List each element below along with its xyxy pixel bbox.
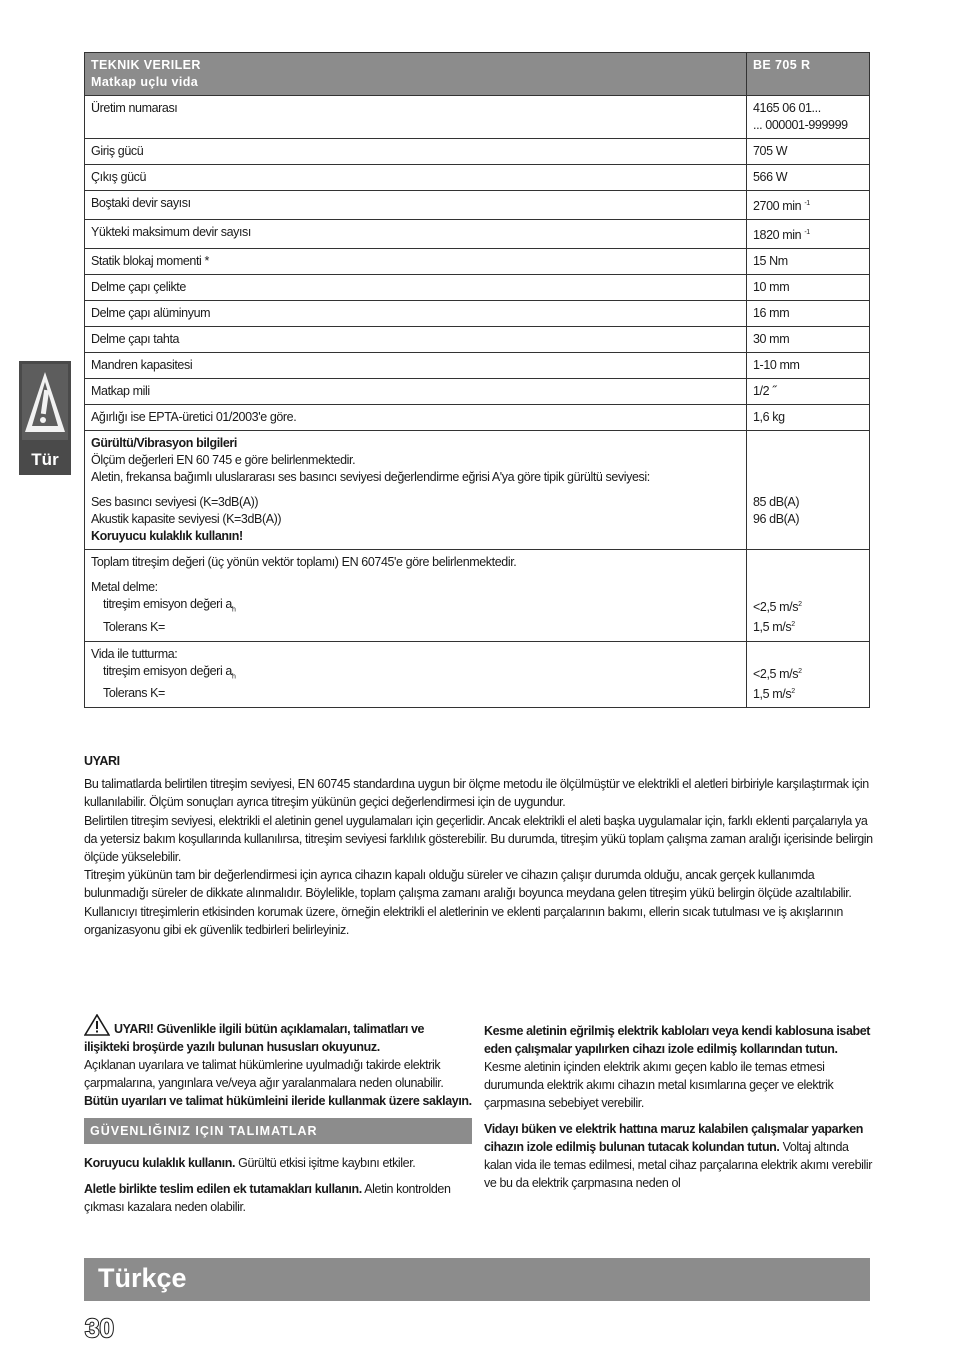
value-sup: -1: [804, 200, 810, 207]
row-value: [747, 220, 870, 249]
table-row: [85, 405, 870, 431]
value-text: 1,5 m/s: [753, 686, 792, 701]
language-side-tab: [19, 361, 71, 475]
row-value: 705 W: [747, 139, 870, 165]
safety-warning-bold: UYARI! Güvenlikle ilgili bütün açıklamaları, talimatları ve ilişikteki broşürde yazılı bulunan hususları okuyunuz.: [84, 1022, 425, 1054]
sound-pressure-label: Ses basıncı seviyesi (K=3dB(A)): [91, 495, 259, 510]
row-value: 1,6 kg: [747, 405, 870, 431]
warning-icon: [22, 364, 68, 440]
value-text: <2,5 m/s: [753, 600, 799, 615]
sound-power-label: Akustik kapasite seviyesi (K=3dB(A)): [91, 512, 282, 527]
emission-sub: h: [231, 673, 236, 681]
page-number: [84, 1312, 120, 1347]
noise-line: Ölçüm değerleri EN 60 745 e göre belirlenmektedir.: [91, 453, 356, 468]
emission-text: titreşim emisyon değeri a: [103, 663, 232, 678]
technical-data-table: [84, 52, 870, 708]
table-row: [85, 139, 870, 165]
left-column: [84, 1014, 472, 1224]
row-label: Mandren kapasitesi: [85, 353, 747, 379]
table-model: BE 705 R: [747, 53, 870, 96]
row-value: 1-10 mm: [747, 353, 870, 379]
vibration-intro: Toplam titreşim değeri (üç yönün vektör toplamı) EN 60745'e göre belirlenmektedir.: [91, 555, 517, 570]
drill-emission-value: [753, 596, 863, 616]
paragraph-bold: Kesme aletinin eğrilmiş elektrik kabloları veya kendi kablosuna isabet eden çalışmalar yapılırken cihazı izole edilmiş kollarından tutun.: [484, 1024, 871, 1056]
row-value-line: 4165 06 01...: [753, 101, 821, 115]
table-header-title: [85, 53, 747, 96]
warning-title: UYARI: [84, 754, 120, 768]
unit-sup: 2: [791, 621, 795, 629]
table-subtitle: Matkap uçlu vida: [91, 75, 199, 89]
warning-triangle-icon: [84, 1014, 110, 1036]
safety-paragraph: [484, 1022, 872, 1112]
row-label: Delme çapı alüminyum: [85, 301, 747, 327]
safety-warning-text: Açıklanan uyarılara ve talimat hükümlerine uyulmadığı takirde elektrik çarpmalarına, yangınlara ve/veya ağır yaralanmalara neden olunabilir.: [84, 1058, 444, 1090]
side-tab-label: Tür: [31, 450, 59, 469]
drill-emission-label: [91, 596, 740, 619]
noise-title: Gürültü/Vibrasyon bilgileri: [91, 436, 237, 451]
warning-paragraph: Bu talimatlarda belirtilen titreşim seviyesi, EN 60745 standardına uygun bir ölçme metodu ile ölçülmüştür ve elektrikli el aletleri birbiriyle karşılaştırmak için kullanılabilir. Ölçüm sonuçları ayrıca titreşim yükünün geçici değerlendirmesi için de uygundur.: [84, 777, 869, 810]
table-row: [85, 301, 870, 327]
ear-protection-note: Koruyucu kulaklık kullanın!: [91, 529, 243, 544]
vibration-screw-row: [85, 641, 870, 707]
row-value-line: ... 000001-999999: [753, 118, 848, 132]
noise-line: Aletin, frekansa bağımlı uluslararası ses basıncı seviyesi değerlendirme eğrisi A'ya göre tipik gürültü seviyesi:: [91, 470, 650, 485]
noise-values: [747, 431, 870, 550]
paragraph-text: Voltaj altında kalan vida ile temas edilmesi, metal cihaz parçalarına elektrik akımı verebilir ve bu da elektrik çarpmasına neden ol: [484, 1140, 873, 1190]
paragraph-text: Aletin kontrolden çıkması kazalara neden olabilir.: [84, 1182, 451, 1214]
value-text: 2700 min: [753, 199, 802, 214]
page-number-text: 30: [85, 1313, 114, 1342]
unit-sup: 2: [798, 667, 802, 675]
drill-title: Metal delme:: [91, 580, 158, 595]
row-value: [747, 191, 870, 220]
table-row: [85, 165, 870, 191]
safety-paragraph: [84, 1180, 472, 1216]
table-row: [85, 96, 870, 139]
emission-text: titreşim emisyon değeri a: [103, 597, 232, 612]
table-title: TEKNIK VERILER: [91, 58, 201, 72]
screw-emission-label: [91, 663, 740, 686]
safety-warning: [84, 1014, 472, 1056]
table-row: [85, 220, 870, 249]
warning-paragraph: Kullanıcıyı titreşimlerin etkisinden korumak üzere, örneğin elektrikli el aletlerinin ve eklenti parçalarının bakımı, ellerin sıcak tutulması ve iş akışlarının organizasyonu gibi ek güvenlik tedbirleri belirleyiniz.: [84, 904, 843, 937]
language-bar: [84, 1258, 870, 1301]
drill-tolerance-value: [753, 616, 863, 636]
row-label: Çıkış gücü: [85, 165, 747, 191]
vibration-screw-cell: [85, 641, 747, 707]
language-title: Türkçe: [98, 1263, 187, 1293]
right-column: [484, 1022, 872, 1200]
row-value: 10 mm: [747, 275, 870, 301]
row-label: Statik blokaj momenti *: [85, 249, 747, 275]
drill-tolerance-label: Tolerans K=: [103, 619, 165, 634]
table-row: [85, 379, 870, 405]
vibration-drill-cell: [85, 550, 747, 641]
unit-sup: 2: [798, 601, 802, 609]
screw-tolerance-label: Tolerans K=: [103, 686, 165, 701]
safety-paragraph: [484, 1120, 872, 1192]
emission-sub: h: [231, 606, 236, 614]
row-value: 566 W: [747, 165, 870, 191]
value-sup: -1: [804, 229, 810, 237]
table-header-row: [85, 53, 870, 96]
vibration-screw-values: [747, 641, 870, 707]
paragraph-bold: Vidayı büken ve elektrik hattına maruz kalabilen çalışmalar yaparken cihazın izole edilmiş bulunan tutacak kolundan tutun.: [484, 1122, 864, 1154]
row-label: Delme çapı çelikte: [85, 275, 747, 301]
value-text: 1,5 m/s: [753, 620, 792, 635]
row-value: 16 mm: [747, 301, 870, 327]
screw-emission-value: [753, 663, 863, 683]
sound-power-value: 96 dB(A): [753, 512, 800, 527]
warning-paragraph: Titreşim yükünün tam bir değerlendirmesi için ayrıca cihazın kapalı olduğu süreler ve cihazın çalışır durumda olduğu, ancak gerçek kullanımda bulunmadığı süreler de dikkate alınmalıdır. Böylelikle, toplam çalışma zamanı aralığı boyunca meydana gelen titreşim yükü belirgin ölçüde azaltılabilir.: [84, 868, 852, 901]
table-row: [85, 275, 870, 301]
vibration-drill-row: [85, 550, 870, 641]
row-value: 15 Nm: [747, 249, 870, 275]
row-label: Ağırlığı ise EPTA-üretici 01/2003'e göre.: [85, 405, 747, 431]
paragraph-bold: Aletle birlikte teslim edilen ek tutamakları kullanın.: [84, 1182, 362, 1196]
row-label: Üretim numarası: [85, 96, 747, 139]
table-row: [85, 191, 870, 220]
table-row: [85, 327, 870, 353]
table-row: [85, 249, 870, 275]
row-label: Giriş gücü: [85, 139, 747, 165]
noise-cell: [85, 431, 747, 550]
screw-title: Vida ile tutturma:: [91, 646, 178, 661]
vibration-warning-block: [84, 752, 874, 939]
row-value: 1/2 ˝: [747, 379, 870, 405]
row-label: Boştaki devir sayısı: [85, 191, 747, 220]
row-value: [747, 96, 870, 139]
paragraph-text: Kesme aletinin içinden elektrik akımı geçen kablo ile temas etmesi durumunda elektrik akımı cihazın metal kısımlarına geçer ve elektrik çarpmasına sebebiyet verebilir.: [484, 1060, 834, 1110]
screw-tolerance-value: [753, 683, 863, 703]
table-row: [85, 353, 870, 379]
safety-paragraph: [84, 1154, 472, 1172]
value-text: <2,5 m/s: [753, 666, 799, 681]
value-text: 1820 min: [753, 228, 802, 243]
row-label: Yükteki maksimum devir sayısı: [85, 220, 747, 249]
paragraph-bold: Koruyucu kulaklık kullanın.: [84, 1156, 236, 1170]
vibration-drill-values: [747, 550, 870, 641]
sound-pressure-value: 85 dB(A): [753, 495, 800, 510]
row-value: 30 mm: [747, 327, 870, 353]
safety-section-header: GÜVENLIĞINIZ IÇIN TALIMATLAR: [84, 1118, 472, 1144]
noise-row: [85, 431, 870, 550]
row-label: Matkap mili: [85, 379, 747, 405]
warning-paragraph: Belirtilen titreşim seviyesi, elektrikli el aletinin genel uygulamaları için geçerlidir. Ancak elektrikli el aleti başka uygulamalar için, farklı eklenti parçalarıyla ya da yetersiz bakım koşullarında kullanılırsa, titreşim seviyesi farklılık gösterebilir. Bu durumda, titreşim yükü toplam çalışma zaman aralığı içerisinde belirgin ölçüde yükselebilir.: [84, 813, 873, 865]
row-label: Delme çapı tahta: [85, 327, 747, 353]
keep-instructions: Bütün uyarıları ve talimat hükümleini ileride kullanmak üzere saklayın.: [84, 1094, 472, 1108]
paragraph-text: Gürültü etkisi işitme kaybını etkiler.: [238, 1156, 416, 1170]
unit-sup: 2: [791, 687, 795, 695]
